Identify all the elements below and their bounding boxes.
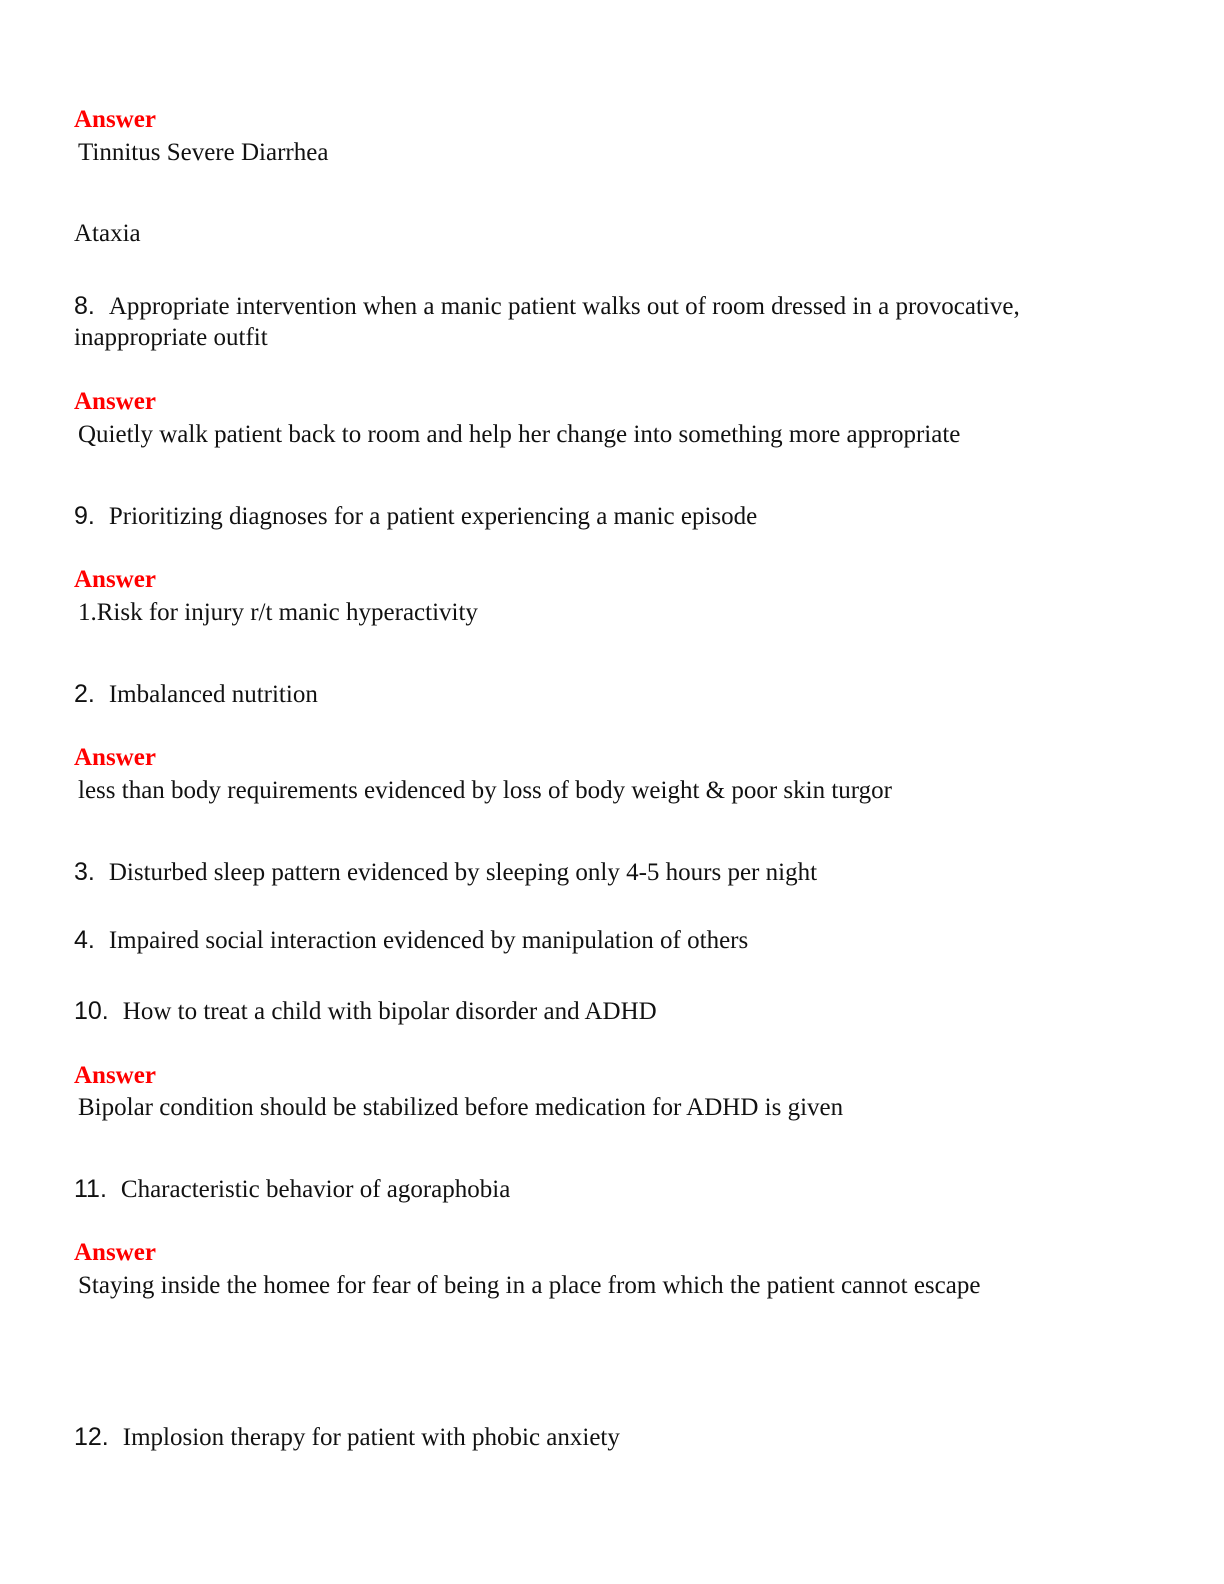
answer-text: Tinnitus Severe Diarrhea: [78, 139, 329, 166]
question-text: Characteristic behavior of agoraphobia: [120, 1176, 511, 1203]
diagnosis-item-4: [74, 925, 748, 956]
answer-text: Bipolar condition should be stabilized before medication for ADHD is given: [78, 1094, 844, 1121]
question-number: 8.: [74, 292, 95, 320]
question-number: 9.: [74, 502, 95, 530]
item-text: Imbalanced nutrition: [108, 681, 318, 708]
item-number: 4.: [74, 926, 95, 954]
item-number: 3.: [74, 858, 95, 886]
diagnosis-item-2: [74, 679, 318, 710]
answer-text: 1.Risk for injury r/t manic hyperactivity: [78, 599, 478, 626]
answer-label: Answer: [74, 566, 156, 593]
question-text: How to treat a child with bipolar disorder and ADHD: [122, 998, 657, 1025]
answer-label: Answer: [74, 1062, 156, 1089]
question-number: 10.: [74, 997, 109, 1025]
question-8: [74, 291, 1134, 353]
item-number: 2.: [74, 680, 95, 708]
answer-text: less than body requirements evidenced by loss of body weight & poor skin turgor: [78, 777, 892, 804]
question-9: [74, 501, 757, 532]
question-number: 11.: [74, 1175, 107, 1203]
answer-text: Staying inside the homee for fear of being in a place from which the patient cannot escape: [78, 1272, 981, 1299]
answer-label: Answer: [74, 106, 156, 133]
answer-label: Answer: [74, 744, 156, 771]
question-10: [74, 996, 657, 1027]
question-text: Implosion therapy for patient with phobic anxiety: [122, 1424, 620, 1451]
diagnosis-item-3: [74, 857, 817, 888]
question-text: Appropriate intervention when a manic patient walks out of room dressed in a provocative, inappropriate outfit: [74, 293, 1020, 351]
question-12: [74, 1422, 620, 1453]
answer-text-extra: Ataxia: [74, 220, 141, 247]
item-text: Impaired social interaction evidenced by manipulation of others: [108, 927, 749, 954]
answer-label: Answer: [74, 388, 156, 415]
question-number: 12.: [74, 1423, 109, 1451]
question-text: Prioritizing diagnoses for a patient experiencing a manic episode: [108, 503, 758, 530]
item-text: Disturbed sleep pattern evidenced by sleeping only 4-5 hours per night: [108, 859, 818, 886]
answer-text: Quietly walk patient back to room and help her change into something more appropriate: [78, 421, 961, 448]
question-11: [74, 1174, 510, 1205]
answer-label: Answer: [74, 1239, 156, 1266]
